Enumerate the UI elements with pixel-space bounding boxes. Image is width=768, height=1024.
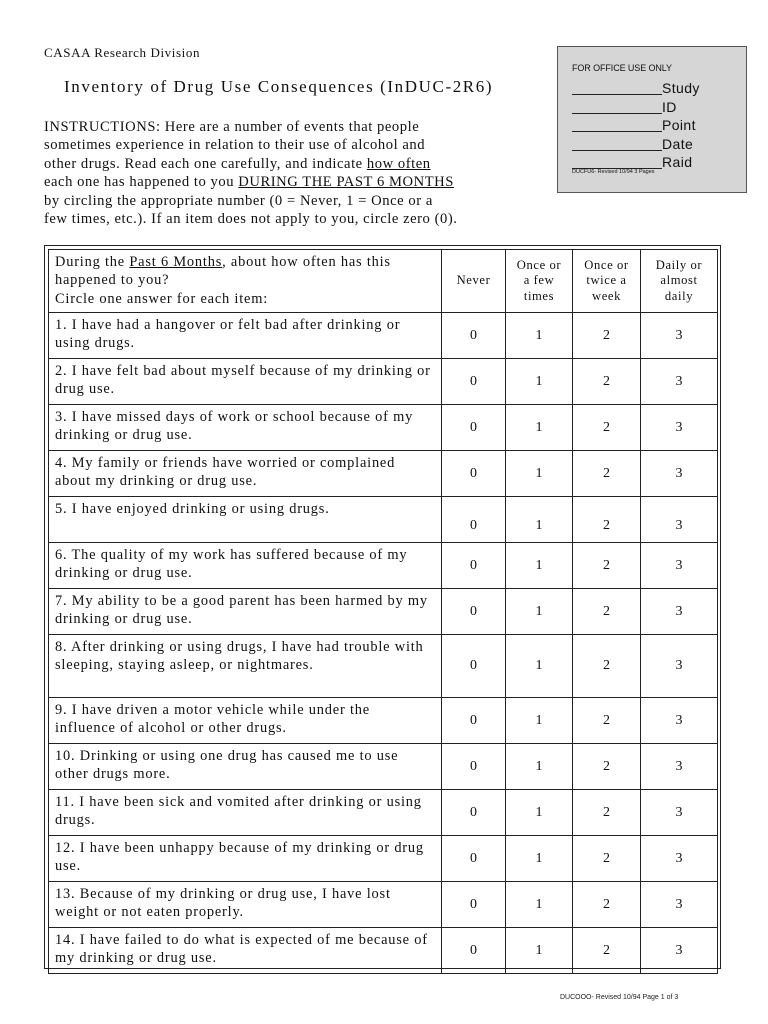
instructions-line xyxy=(44,173,574,191)
table-header-row xyxy=(49,250,718,313)
questionnaire-table xyxy=(48,249,718,974)
answer-option[interactable]: 1 xyxy=(506,744,573,790)
answer-option[interactable]: 2 xyxy=(573,497,641,543)
answer-option[interactable]: 1 xyxy=(506,543,573,589)
column-header-text: a few xyxy=(523,273,555,288)
item-text: 9. I have driven a motor vehicle while under the influence of alcohol or other drugs. xyxy=(49,698,442,744)
answer-option[interactable]: 0 xyxy=(442,497,506,543)
organization-name: CASAA Research Division xyxy=(44,45,201,60)
item-text: 6. The quality of my work has suffered because of my drinking or drug use. xyxy=(49,543,442,589)
prompt-text: , about how often has this happened to you? xyxy=(55,254,391,289)
answer-option[interactable]: 3 xyxy=(641,698,718,744)
item-text: 2. I have felt bad about myself because of my drinking or drug use. xyxy=(49,359,442,405)
answer-option[interactable]: 2 xyxy=(573,698,641,744)
item-text: 3. I have missed days of work or school because of my drinking or drug use. xyxy=(49,405,442,451)
table-prompt xyxy=(49,250,442,313)
office-field-label: Date xyxy=(662,136,694,152)
table-row xyxy=(49,928,718,974)
answer-option[interactable]: 1 xyxy=(506,790,573,836)
column-header-never xyxy=(442,250,506,313)
table-row xyxy=(49,451,718,497)
office-use-box xyxy=(557,46,747,193)
answer-option[interactable]: 1 xyxy=(506,698,573,744)
answer-option[interactable]: 2 xyxy=(573,882,641,928)
answer-option[interactable]: 2 xyxy=(573,543,641,589)
instructions-text: each one has happened to you xyxy=(44,174,239,191)
answer-option[interactable]: 2 xyxy=(573,790,641,836)
answer-option[interactable]: 2 xyxy=(573,635,641,698)
answer-option[interactable]: 1 xyxy=(506,359,573,405)
instructions-line: by circling the appropriate number (0 = Never, 1 = Once or a xyxy=(44,192,433,209)
table-row xyxy=(49,497,718,543)
answer-option[interactable]: 0 xyxy=(442,744,506,790)
answer-option[interactable]: 3 xyxy=(641,882,718,928)
answer-option[interactable]: 1 xyxy=(506,451,573,497)
answer-option[interactable]: 0 xyxy=(442,589,506,635)
table-row xyxy=(49,882,718,928)
answer-option[interactable]: 0 xyxy=(442,928,506,974)
answer-option[interactable]: 3 xyxy=(641,836,718,882)
answer-option[interactable]: 2 xyxy=(573,589,641,635)
item-text: 1. I have had a hangover or felt bad after drinking or using drugs. xyxy=(49,313,442,359)
item-text: 7. My ability to be a good parent has been harmed by my drinking or drug use. xyxy=(49,589,442,635)
answer-option[interactable]: 0 xyxy=(442,313,506,359)
answer-option[interactable]: 1 xyxy=(506,836,573,882)
answer-option[interactable]: 2 xyxy=(573,313,641,359)
prompt-text: During the xyxy=(55,254,130,270)
prompt-instruction: Circle one answer for each item: xyxy=(55,290,268,307)
table-row xyxy=(49,790,718,836)
office-field-date[interactable] xyxy=(572,133,693,151)
column-header-weekly xyxy=(573,250,641,313)
office-field-raid[interactable] xyxy=(572,151,692,169)
item-text: 8. After drinking or using drugs, I have had trouble with sleeping, staying asleep, or nightmares. xyxy=(49,635,442,698)
table-row xyxy=(49,543,718,589)
answer-option[interactable]: 3 xyxy=(641,543,718,589)
page-footer: DUCOOO- Revised 10/94 Page 1 of 3 xyxy=(560,994,679,1001)
answer-option[interactable]: 2 xyxy=(573,836,641,882)
column-header-text: almost xyxy=(660,273,698,288)
answer-option[interactable]: 0 xyxy=(442,451,506,497)
answer-option[interactable]: 1 xyxy=(506,928,573,974)
prompt-emphasis: Past 6 Months xyxy=(129,254,223,270)
table-row xyxy=(49,589,718,635)
column-header-once-few xyxy=(506,250,573,313)
answer-option[interactable]: 1 xyxy=(506,497,573,543)
answer-option[interactable]: 0 xyxy=(442,543,506,589)
answer-option[interactable]: 0 xyxy=(442,836,506,882)
answer-option[interactable]: 3 xyxy=(641,359,718,405)
column-header-text: Once or xyxy=(584,257,629,272)
answer-option[interactable]: 0 xyxy=(442,635,506,698)
table-row xyxy=(49,698,718,744)
answer-option[interactable]: 0 xyxy=(442,698,506,744)
table-row xyxy=(49,313,718,359)
answer-option[interactable]: 3 xyxy=(641,635,718,698)
item-text: 4. My family or friends have worried or complained about my drinking or drug use. xyxy=(49,451,442,497)
answer-option[interactable]: 3 xyxy=(641,405,718,451)
page-title: Inventory of Drug Use Consequences (InDUC-2R6) xyxy=(64,77,494,96)
answer-option[interactable]: 1 xyxy=(506,405,573,451)
answer-option[interactable]: 3 xyxy=(641,497,718,543)
table-row xyxy=(49,744,718,790)
office-field-id[interactable] xyxy=(572,96,677,114)
table-row xyxy=(49,836,718,882)
office-field-blank[interactable] xyxy=(572,136,662,151)
answer-option[interactable]: 0 xyxy=(442,405,506,451)
answer-option[interactable]: 3 xyxy=(641,313,718,359)
answer-option[interactable]: 2 xyxy=(573,451,641,497)
item-text: 13. Because of my drinking or drug use, I have lost weight or not eaten properly. xyxy=(49,882,442,928)
answer-option[interactable]: 2 xyxy=(573,405,641,451)
office-field-blank[interactable] xyxy=(572,80,662,95)
item-text: 12. I have been unhappy because of my drinking or drug use. xyxy=(49,836,442,882)
office-use-heading: FOR OFFICE USE ONLY xyxy=(572,63,672,73)
office-field-study[interactable] xyxy=(572,77,700,95)
instructions-line: INSTRUCTIONS: Here are a number of events that people xyxy=(44,119,420,135)
answer-option[interactable]: 2 xyxy=(573,928,641,974)
office-field-point[interactable] xyxy=(572,114,696,132)
office-field-label: ID xyxy=(662,99,677,115)
answer-option[interactable]: 0 xyxy=(442,359,506,405)
answer-option[interactable]: 0 xyxy=(442,882,506,928)
office-field-label: Raid xyxy=(662,154,693,170)
item-text: 10. Drinking or using one drug has caused me to use other drugs more. xyxy=(49,744,442,790)
answer-option[interactable]: 2 xyxy=(573,359,641,405)
questionnaire-frame xyxy=(44,245,721,969)
column-header-text: daily xyxy=(664,288,694,303)
instructions-line xyxy=(44,155,574,173)
table-row xyxy=(49,359,718,405)
answer-option[interactable]: 3 xyxy=(641,790,718,836)
instructions-line: sometimes experience in relation to their use of alcohol and xyxy=(44,137,426,154)
office-field-label: Point xyxy=(662,117,696,133)
table-row xyxy=(49,635,718,698)
answer-option[interactable]: 1 xyxy=(506,313,573,359)
office-field-blank[interactable] xyxy=(572,117,662,132)
column-header-text: Never xyxy=(456,273,491,288)
column-header-text: week xyxy=(592,288,621,303)
answer-option[interactable]: 0 xyxy=(442,790,506,836)
answer-option[interactable]: 2 xyxy=(573,744,641,790)
answer-option[interactable]: 1 xyxy=(506,882,573,928)
column-header-text: twice a xyxy=(586,273,627,288)
answer-option[interactable]: 3 xyxy=(641,589,718,635)
office-field-label: Study xyxy=(662,80,700,96)
column-header-text: times xyxy=(523,288,555,303)
answer-option[interactable]: 3 xyxy=(641,451,718,497)
table-row xyxy=(49,405,718,451)
column-header-daily xyxy=(641,250,718,313)
instructions-text: other drugs. Read each one carefully, and indicate xyxy=(44,155,367,172)
answer-option[interactable]: 1 xyxy=(506,589,573,635)
instructions-line: few times, etc.). If an item does not apply to you, circle zero (0). xyxy=(44,211,458,228)
instructions xyxy=(44,118,574,228)
answer-option[interactable]: 3 xyxy=(641,928,718,974)
office-use-footnote: DUCFU6- Revised 10/94 3 Pages xyxy=(572,169,655,175)
item-text: 11. I have been sick and vomited after drinking or using drugs. xyxy=(49,790,442,836)
answer-option[interactable]: 3 xyxy=(641,744,718,790)
office-field-blank[interactable] xyxy=(572,99,662,114)
office-field-blank[interactable] xyxy=(572,154,662,169)
instructions-emphasis: how often xyxy=(366,155,431,172)
column-header-text: Daily or xyxy=(655,257,703,272)
column-header-text: Once or xyxy=(516,257,562,272)
item-text: 14. I have failed to do what is expected of me because of my drinking or drug use. xyxy=(49,928,442,974)
instructions-emphasis: DURING THE PAST 6 MONTHS xyxy=(238,174,454,191)
item-text: 5. I have enjoyed drinking or using drugs. xyxy=(49,497,442,543)
answer-option[interactable]: 1 xyxy=(506,635,573,698)
